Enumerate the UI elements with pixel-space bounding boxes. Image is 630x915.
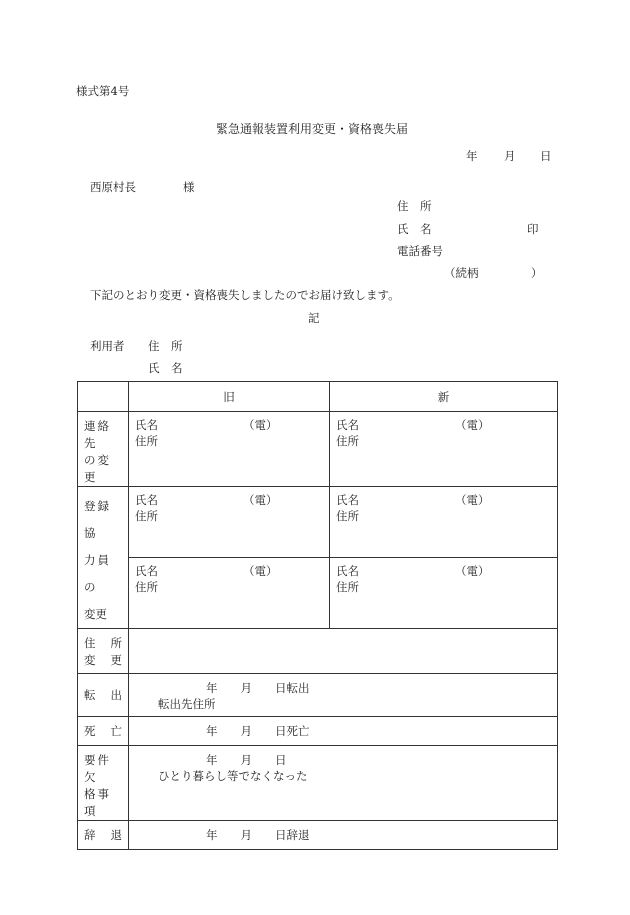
applicant-address-label: 住 所	[397, 199, 432, 213]
user-label: 利用者	[90, 339, 125, 353]
date-year-label: 年	[466, 149, 478, 163]
cooperator-change-label	[78, 487, 129, 629]
relation-open: （続柄	[444, 266, 479, 280]
cooperator2-old-tel-label: （電）	[243, 564, 278, 578]
ineligible-row	[78, 746, 558, 821]
cooperator1-new-address-label: 住所	[336, 509, 359, 523]
cooperator1-old-name-label: 氏名	[135, 493, 158, 507]
cooperator-label-line2: 力員の	[84, 553, 111, 594]
address-change-char2: 所	[110, 636, 122, 650]
death-char2: 亡	[110, 723, 122, 738]
form-title: 緊急通報装置利用変更・資格喪失届	[216, 122, 409, 136]
ineligible-date-text: 年 月 日	[206, 753, 287, 767]
cooperator2-new-address-label: 住所	[336, 580, 359, 594]
address-change-row	[78, 629, 558, 674]
address-change-label-line2	[84, 652, 122, 669]
applicant-phone-label: 電話番号	[397, 244, 443, 258]
statement-text: 下記のとおり変更・資格喪失しましたのでお届け致します。	[90, 288, 400, 302]
seal-mark: 印	[527, 222, 539, 236]
addressee-name: 西原村長	[90, 180, 136, 194]
moved-out-char2: 出	[110, 687, 122, 702]
address-change-char1: 住	[84, 636, 96, 650]
contact-label-line1: 連絡先	[84, 419, 111, 450]
contact-new-tel-label: （電）	[455, 418, 490, 432]
change-form-table	[77, 381, 558, 850]
date-day-label: 日	[540, 149, 552, 163]
address-change-char4: 更	[110, 653, 122, 667]
cooperator1-old-tel-label: （電）	[243, 493, 278, 507]
cooperator-label-line1: 登録協	[84, 499, 111, 540]
contact-old-name-label: 氏名	[135, 418, 158, 432]
death-entry-cell[interactable]	[129, 717, 558, 746]
contact-new-name-label: 氏名	[336, 418, 359, 432]
contact-new-address-label: 住所	[336, 434, 359, 448]
cooperator1-new-name-label: 氏名	[336, 493, 359, 507]
address-change-label	[78, 629, 129, 674]
relation-close: ）	[531, 266, 543, 280]
moved-out-destination-label: 転出先住所	[158, 697, 216, 711]
moved-out-char1: 転	[84, 687, 96, 702]
withdraw-label	[78, 821, 129, 850]
header-blank-cell	[78, 382, 129, 412]
header-new: 新	[330, 382, 558, 412]
moved-out-row	[78, 674, 558, 717]
cooperator2-new-tel-label: （電）	[455, 564, 490, 578]
table-header-row	[78, 382, 558, 412]
ineligible-label-line1: 要件欠	[84, 753, 111, 784]
form-number: 様式第4号	[76, 84, 130, 98]
withdraw-row	[78, 821, 558, 850]
ineligible-label	[78, 746, 129, 821]
cooperator-change-row-2	[78, 558, 558, 629]
contact-old-tel-label: （電）	[243, 418, 278, 432]
contact-change-label	[78, 412, 129, 487]
withdraw-label-line	[84, 827, 122, 844]
moved-out-date-text: 年 月 日転出	[206, 681, 310, 695]
ineligible-reason-text: ひとり暮らし等でなくなった	[158, 769, 308, 783]
death-char1: 死	[84, 723, 96, 738]
cooperator1-old-address-label: 住所	[135, 509, 158, 523]
death-row	[78, 717, 558, 746]
cooperator2-new-cell[interactable]	[330, 558, 558, 629]
user-address-label: 住 所	[148, 339, 183, 353]
contact-change-row	[78, 412, 558, 487]
header-old: 旧	[129, 382, 330, 412]
cooperator2-old-cell[interactable]	[129, 558, 330, 629]
contact-new-cell[interactable]	[330, 412, 558, 487]
cooperator2-new-name-label: 氏名	[336, 564, 359, 578]
address-change-label-line1	[84, 635, 122, 652]
ki-heading: 記	[308, 311, 320, 325]
date-month-label: 月	[504, 149, 516, 163]
moved-out-entry-cell[interactable]	[129, 674, 558, 717]
contact-old-cell[interactable]	[129, 412, 330, 487]
death-date-text: 年 月 日死亡	[206, 724, 310, 738]
cooperator2-old-name-label: 氏名	[135, 564, 158, 578]
moved-out-label	[78, 674, 129, 717]
address-change-char3: 変	[84, 653, 96, 667]
cooperator-label-line3: 変更	[84, 607, 107, 621]
cooperator1-new-cell[interactable]	[330, 487, 558, 558]
address-change-entry-cell[interactable]	[129, 629, 558, 674]
ineligible-label-line2: 格事項	[84, 787, 111, 818]
cooperator-change-row-1	[78, 487, 558, 558]
applicant-name-label: 氏 名	[397, 222, 432, 236]
withdraw-char2: 退	[110, 827, 122, 842]
addressee-honorific: 様	[183, 180, 195, 194]
user-name-label: 氏 名	[148, 361, 183, 375]
withdraw-entry-cell[interactable]	[129, 821, 558, 850]
contact-old-address-label: 住所	[135, 434, 158, 448]
death-label	[78, 717, 129, 746]
contact-label-line2: の変更	[84, 453, 111, 484]
cooperator1-old-cell[interactable]	[129, 487, 330, 558]
ineligible-entry-cell[interactable]	[129, 746, 558, 821]
withdraw-date-text: 年 月 日辞退	[206, 828, 310, 842]
cooperator1-new-tel-label: （電）	[455, 493, 490, 507]
moved-out-label-line	[84, 687, 122, 704]
withdraw-char1: 辞	[84, 827, 96, 842]
death-label-line	[84, 723, 122, 740]
cooperator2-old-address-label: 住所	[135, 580, 158, 594]
